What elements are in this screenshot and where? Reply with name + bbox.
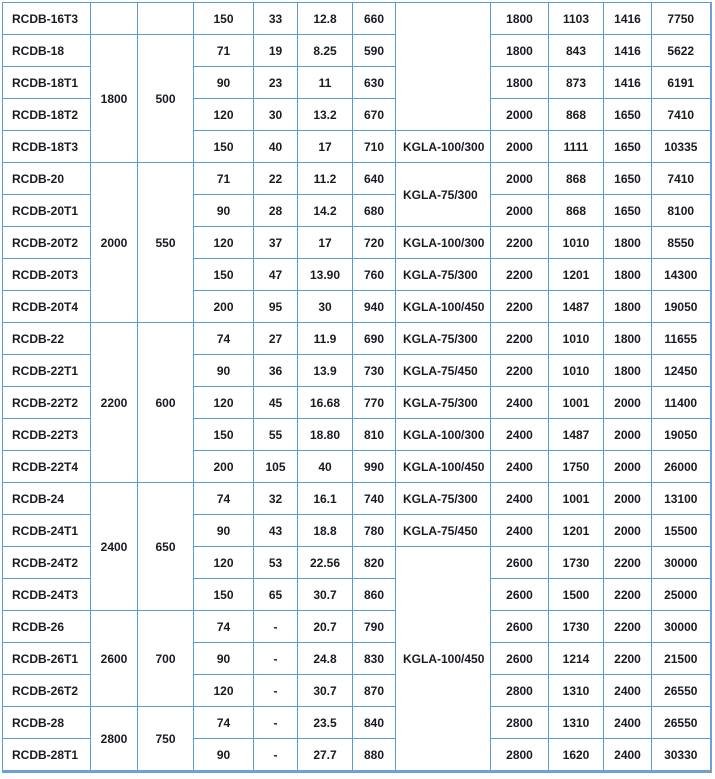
kgla-model-cell: KGLA-75/300 (396, 163, 491, 227)
value-cell: 16.1 (298, 483, 353, 515)
model-cell: RCDB-18T3 (3, 131, 91, 163)
kgla-model-cell: KGLA-100/300 (396, 227, 491, 259)
value-cell: 53 (254, 547, 298, 579)
model-cell: RCDB-22T1 (3, 355, 91, 387)
model-cell: RCDB-26T1 (3, 643, 91, 675)
value-cell: 780 (353, 515, 396, 547)
value-cell: 1730 (549, 611, 604, 643)
value-cell: 150 (194, 3, 254, 35)
value-cell: 1111 (549, 131, 604, 163)
kgla-model-cell: KGLA-100/450 (396, 291, 491, 323)
value-cell: 1103 (549, 3, 604, 35)
value-cell: 65 (254, 579, 298, 611)
value-cell: 13.2 (298, 99, 353, 131)
value-cell: 8100 (652, 195, 711, 227)
value-cell: 14.2 (298, 195, 353, 227)
value-cell: 2200 (604, 579, 652, 611)
model-cell: RCDB-22 (3, 323, 91, 355)
value-cell: 740 (353, 483, 396, 515)
value-cell: 26550 (652, 707, 711, 739)
kgla-model-cell: KGLA-75/300 (396, 323, 491, 355)
value-cell: 30000 (652, 547, 711, 579)
kgla-model-cell: KGLA-75/300 (396, 483, 491, 515)
table-row (3, 707, 711, 739)
value-cell: 40 (254, 131, 298, 163)
value-cell: 120 (194, 99, 254, 131)
value-cell: 2600 (491, 643, 549, 675)
value-cell: 1620 (549, 739, 604, 772)
value-cell: 1650 (604, 163, 652, 195)
value-cell: 1750 (549, 451, 604, 483)
table-row (3, 163, 711, 195)
value-cell: 590 (353, 35, 396, 67)
value-cell: 2200 (604, 643, 652, 675)
value-cell: 11.9 (298, 323, 353, 355)
value-cell: - (254, 611, 298, 643)
value-cell: 1010 (549, 355, 604, 387)
value-cell: 13100 (652, 483, 711, 515)
value-cell: 150 (194, 579, 254, 611)
value-cell: 95 (254, 291, 298, 323)
value-cell: 1416 (604, 67, 652, 99)
value-cell: 730 (353, 355, 396, 387)
value-cell: 90 (194, 195, 254, 227)
value-cell: 16.68 (298, 387, 353, 419)
value-cell: 120 (194, 227, 254, 259)
model-cell: RCDB-18T1 (3, 67, 91, 99)
value-cell: 45 (254, 387, 298, 419)
value-cell: 1800 (491, 35, 549, 67)
value-cell (138, 3, 194, 35)
value-cell: 2400 (491, 387, 549, 419)
value-cell: 19 (254, 35, 298, 67)
value-cell: 790 (353, 611, 396, 643)
value-cell: 1800 (604, 259, 652, 291)
model-cell: RCDB-16T3 (3, 3, 91, 35)
kgla-model-cell (396, 3, 491, 131)
value-cell: 1487 (549, 291, 604, 323)
value-cell: 2800 (91, 707, 138, 772)
model-cell: RCDB-20T3 (3, 259, 91, 291)
value-cell: 630 (353, 67, 396, 99)
value-cell: 200 (194, 291, 254, 323)
model-cell: RCDB-20 (3, 163, 91, 195)
value-cell: 2200 (604, 547, 652, 579)
value-cell: 43 (254, 515, 298, 547)
value-cell: 1010 (549, 323, 604, 355)
value-cell: 2400 (491, 451, 549, 483)
value-cell: 2000 (491, 195, 549, 227)
value-cell: 810 (353, 419, 396, 451)
value-cell: 20.7 (298, 611, 353, 643)
value-cell: 940 (353, 291, 396, 323)
value-cell: 8.25 (298, 35, 353, 67)
value-cell: 1214 (549, 643, 604, 675)
value-cell: 2400 (491, 515, 549, 547)
model-cell: RCDB-22T4 (3, 451, 91, 483)
kgla-model-cell: KGLA-100/450 (396, 547, 491, 772)
kgla-model-cell: KGLA-75/450 (396, 355, 491, 387)
value-cell: 2600 (91, 611, 138, 707)
value-cell: 105 (254, 451, 298, 483)
table-row (3, 611, 711, 643)
value-cell: 8550 (652, 227, 711, 259)
value-cell: 74 (194, 483, 254, 515)
value-cell: 2400 (491, 483, 549, 515)
value-cell: 25000 (652, 579, 711, 611)
table-row (3, 35, 711, 67)
value-cell: 32 (254, 483, 298, 515)
value-cell: 1487 (549, 419, 604, 451)
value-cell: 2400 (604, 739, 652, 772)
value-cell: 22 (254, 163, 298, 195)
value-cell: 11655 (652, 323, 711, 355)
value-cell: 13.9 (298, 355, 353, 387)
value-cell: 680 (353, 195, 396, 227)
value-cell: 1730 (549, 547, 604, 579)
value-cell: 24.8 (298, 643, 353, 675)
value-cell: 2600 (491, 579, 549, 611)
value-cell: 868 (549, 195, 604, 227)
value-cell: 71 (194, 35, 254, 67)
value-cell: 550 (138, 163, 194, 323)
value-cell: 1800 (604, 227, 652, 259)
value-cell: 820 (353, 547, 396, 579)
value-cell: 2200 (491, 291, 549, 323)
value-cell: 1800 (604, 355, 652, 387)
spec-table (2, 2, 712, 773)
value-cell: 1010 (549, 227, 604, 259)
value-cell: 600 (138, 323, 194, 483)
value-cell: 5622 (652, 35, 711, 67)
value-cell: 6191 (652, 67, 711, 99)
value-cell: 1650 (604, 195, 652, 227)
value-cell: 650 (138, 483, 194, 611)
value-cell: 1416 (604, 35, 652, 67)
value-cell: 843 (549, 35, 604, 67)
value-cell: 690 (353, 323, 396, 355)
value-cell: 840 (353, 707, 396, 739)
value-cell (91, 3, 138, 35)
value-cell: 74 (194, 707, 254, 739)
value-cell: 11 (298, 67, 353, 99)
model-cell: RCDB-24 (3, 483, 91, 515)
value-cell: - (254, 675, 298, 707)
value-cell: 720 (353, 227, 396, 259)
kgla-model-cell: KGLA-100/300 (396, 131, 491, 163)
value-cell: 2200 (491, 259, 549, 291)
value-cell: 23 (254, 67, 298, 99)
value-cell: 1500 (549, 579, 604, 611)
value-cell: 30 (254, 99, 298, 131)
value-cell: 90 (194, 355, 254, 387)
value-cell: 2000 (491, 99, 549, 131)
value-cell: 2000 (604, 515, 652, 547)
value-cell: 2200 (491, 323, 549, 355)
value-cell: 90 (194, 67, 254, 99)
value-cell: 7410 (652, 99, 711, 131)
value-cell: 37 (254, 227, 298, 259)
value-cell: 7410 (652, 163, 711, 195)
value-cell: 90 (194, 515, 254, 547)
value-cell: 27.7 (298, 739, 353, 772)
value-cell: 2400 (491, 419, 549, 451)
model-cell: RCDB-22T3 (3, 419, 91, 451)
value-cell: 1201 (549, 259, 604, 291)
value-cell: 15500 (652, 515, 711, 547)
value-cell: 2000 (91, 163, 138, 323)
value-cell: 30 (298, 291, 353, 323)
value-cell: 2000 (604, 451, 652, 483)
value-cell: 30.7 (298, 579, 353, 611)
value-cell: 1201 (549, 515, 604, 547)
value-cell: - (254, 739, 298, 772)
value-cell: 2800 (491, 675, 549, 707)
value-cell: - (254, 643, 298, 675)
value-cell: 30.7 (298, 675, 353, 707)
value-cell: 150 (194, 419, 254, 451)
model-cell: RCDB-22T2 (3, 387, 91, 419)
value-cell: 1800 (604, 323, 652, 355)
value-cell: 1650 (604, 131, 652, 163)
value-cell: 2800 (491, 707, 549, 739)
value-cell: 18.80 (298, 419, 353, 451)
value-cell: 2200 (91, 323, 138, 483)
model-cell: RCDB-26T2 (3, 675, 91, 707)
value-cell: 750 (138, 707, 194, 772)
value-cell: 10335 (652, 131, 711, 163)
value-cell: 1001 (549, 483, 604, 515)
value-cell: 2400 (604, 675, 652, 707)
value-cell: 120 (194, 547, 254, 579)
model-cell: RCDB-20T2 (3, 227, 91, 259)
value-cell: 2000 (491, 163, 549, 195)
value-cell: 120 (194, 387, 254, 419)
kgla-model-cell: KGLA-75/450 (396, 515, 491, 547)
value-cell: 868 (549, 99, 604, 131)
value-cell: 2000 (604, 387, 652, 419)
model-cell: RCDB-28T1 (3, 739, 91, 772)
value-cell: 120 (194, 675, 254, 707)
value-cell: 17 (298, 227, 353, 259)
kgla-model-cell: KGLA-100/450 (396, 451, 491, 483)
value-cell: 830 (353, 643, 396, 675)
value-cell: 30000 (652, 611, 711, 643)
value-cell: 670 (353, 99, 396, 131)
spec-table-body (3, 3, 711, 772)
value-cell: 873 (549, 67, 604, 99)
value-cell: 1416 (604, 3, 652, 35)
value-cell: 13.90 (298, 259, 353, 291)
value-cell: 11400 (652, 387, 711, 419)
value-cell: 640 (353, 163, 396, 195)
model-cell: RCDB-18 (3, 35, 91, 67)
value-cell: 2800 (491, 739, 549, 772)
value-cell: 1800 (491, 67, 549, 99)
value-cell: 1310 (549, 707, 604, 739)
value-cell: 2000 (604, 483, 652, 515)
value-cell: 2600 (491, 611, 549, 643)
kgla-model-cell: KGLA-75/300 (396, 259, 491, 291)
value-cell: 74 (194, 611, 254, 643)
value-cell: 2200 (604, 611, 652, 643)
value-cell: 1800 (604, 291, 652, 323)
value-cell: 2400 (604, 707, 652, 739)
value-cell: 2000 (604, 419, 652, 451)
value-cell: 28 (254, 195, 298, 227)
value-cell: 12450 (652, 355, 711, 387)
value-cell: 22.56 (298, 547, 353, 579)
value-cell: 26000 (652, 451, 711, 483)
value-cell: 1800 (91, 35, 138, 163)
value-cell: 880 (353, 739, 396, 772)
value-cell: 11.2 (298, 163, 353, 195)
value-cell: 14300 (652, 259, 711, 291)
value-cell: 500 (138, 35, 194, 163)
table-row (3, 483, 711, 515)
value-cell: 150 (194, 131, 254, 163)
kgla-model-cell: KGLA-75/300 (396, 387, 491, 419)
value-cell: 1001 (549, 387, 604, 419)
value-cell: 12.8 (298, 3, 353, 35)
value-cell: 55 (254, 419, 298, 451)
model-cell: RCDB-24T3 (3, 579, 91, 611)
value-cell: 36 (254, 355, 298, 387)
value-cell: 19050 (652, 419, 711, 451)
model-cell: RCDB-26 (3, 611, 91, 643)
value-cell: 2600 (491, 547, 549, 579)
value-cell: 700 (138, 611, 194, 707)
value-cell: 770 (353, 387, 396, 419)
model-cell: RCDB-28 (3, 707, 91, 739)
value-cell: 30330 (652, 739, 711, 772)
model-cell: RCDB-24T2 (3, 547, 91, 579)
value-cell: 870 (353, 675, 396, 707)
value-cell: 90 (194, 643, 254, 675)
model-cell: RCDB-18T2 (3, 99, 91, 131)
table-row (3, 323, 711, 355)
spec-table-page (0, 2, 715, 779)
value-cell: 47 (254, 259, 298, 291)
value-cell: 26550 (652, 675, 711, 707)
model-cell: RCDB-20T4 (3, 291, 91, 323)
value-cell: 660 (353, 3, 396, 35)
value-cell: - (254, 707, 298, 739)
value-cell: 19050 (652, 291, 711, 323)
value-cell: 7750 (652, 3, 711, 35)
value-cell: 868 (549, 163, 604, 195)
value-cell: 200 (194, 451, 254, 483)
value-cell: 90 (194, 739, 254, 772)
value-cell: 860 (353, 579, 396, 611)
value-cell: 27 (254, 323, 298, 355)
value-cell: 2200 (491, 227, 549, 259)
value-cell: 74 (194, 323, 254, 355)
value-cell: 150 (194, 259, 254, 291)
model-cell: RCDB-20T1 (3, 195, 91, 227)
value-cell: 710 (353, 131, 396, 163)
value-cell: 23.5 (298, 707, 353, 739)
value-cell: 40 (298, 451, 353, 483)
value-cell: 1800 (491, 3, 549, 35)
value-cell: 18.8 (298, 515, 353, 547)
value-cell: 17 (298, 131, 353, 163)
value-cell: 1650 (604, 99, 652, 131)
value-cell: 990 (353, 451, 396, 483)
table-row (3, 3, 711, 35)
value-cell: 33 (254, 3, 298, 35)
kgla-model-cell: KGLA-100/300 (396, 419, 491, 451)
value-cell: 2000 (491, 131, 549, 163)
value-cell: 2400 (91, 483, 138, 611)
value-cell: 1310 (549, 675, 604, 707)
model-cell: RCDB-24T1 (3, 515, 91, 547)
value-cell: 71 (194, 163, 254, 195)
value-cell: 760 (353, 259, 396, 291)
value-cell: 21500 (652, 643, 711, 675)
value-cell: 2200 (491, 355, 549, 387)
